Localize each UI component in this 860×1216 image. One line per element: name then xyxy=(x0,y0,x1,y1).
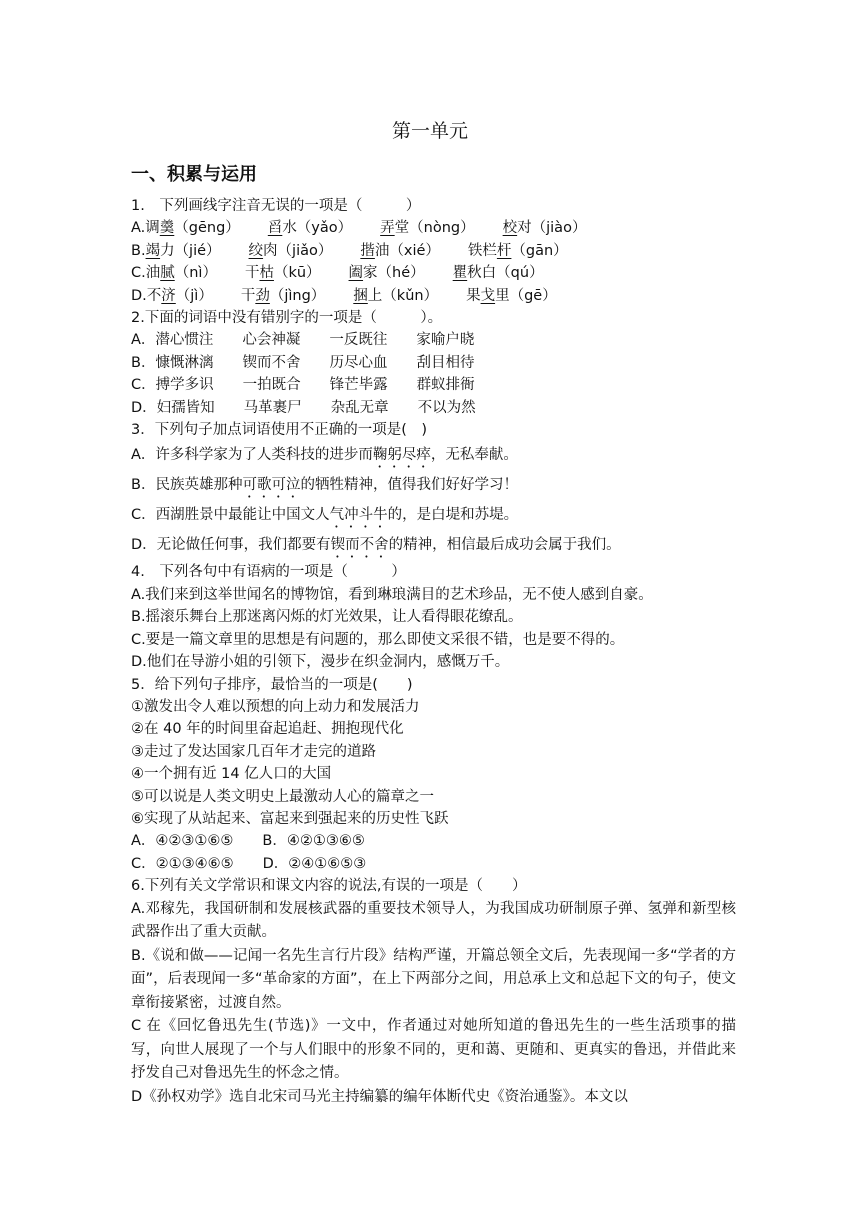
sentence-item: ①激发出令人难以预想的向上动力和发展活力 xyxy=(131,698,420,715)
option-b: B.摇滚乐舞台上那迷离闪烁的灯光效果，让人看得眼花缭乱。 xyxy=(131,609,523,626)
option-b: B．慷慨淋漓 锲而不舍 历尽心血 刮目相待 xyxy=(131,354,475,371)
question-stem: 4. 下列各句中有语病的一项是（ ） xyxy=(131,564,406,581)
option-d: D.不济（jì） 干劲（jìng） 捆上（kǔn） 果戈里（gē） xyxy=(131,287,557,304)
option-c: C 在《回忆鲁迅先生(节选)》一文中，作者通过对她所知道的鲁迅先生的一些生活琐事的描写，向世人展现了一个与人们眼中的形象不同的，更和蔼、更随和、更真实的鲁迅，并借此来抒发自己对鲁迅先生的怀念之情。 xyxy=(131,1018,736,1082)
section-heading: 一、积累与运用 xyxy=(131,164,257,185)
option-c: C.要是一篇文章里的思想是有问题的，那么即使文采很不错，也是要不得的。 xyxy=(131,631,625,648)
page-title: 第一单元 xyxy=(391,120,468,142)
question-1 xyxy=(131,195,736,307)
question-stem: 6.下列有关文学常识和课文内容的说法,有误的一项是（ ） xyxy=(131,878,527,895)
question-3 xyxy=(131,419,736,561)
options-row-2: C．②①③④⑥⑤ D．②④①⑥⑤③ xyxy=(131,855,367,872)
option-a: A.调羹（gēng） 舀水（yǎo） 弄堂（nòng） 校对（jiào） xyxy=(131,220,587,237)
option-b: B.《说和做——记闻一名先生言行片段》结构严谨，开篇总领全文后，先表现闻一多“学者的方面”，后表现闻一多“革命家的方面”，在上下两部分之间，用总承上文和总起下文的句子，使文章衔接紧密，过渡自然。 xyxy=(131,947,736,1011)
sentence-item: ⑥实现了从站起来、富起来到强起来的历史性飞跃 xyxy=(131,810,449,827)
option-c: C．西湖胜景中最能让中国文人气冲斗牛的，是白堤和苏堤。 xyxy=(131,507,519,524)
question-list xyxy=(131,195,736,1109)
option-c: C.油腻（nì） 干枯（kū） 阖家（hé） 瞿秋白（qú） xyxy=(131,265,544,282)
option-b: B.竭力（jié） 绞肉（jiǎo） 揩油（xié） 铁栏杆（gān） xyxy=(131,242,568,259)
option-a: A．许多科学家为了人类科技的进步而鞠躬尽瘁，无私奉献。 xyxy=(131,447,518,464)
question-2 xyxy=(131,307,736,419)
question-stem: 5．给下列句子排序，最恰当的一项是( ) xyxy=(131,676,413,693)
option-d: D.他们在导游小姐的引领下，漫步在织金洞内，感慨万千。 xyxy=(131,654,510,671)
option-d: D《孙权劝学》选自北宋司马光主持编纂的编年体断代史《资治通鉴》。本文以 xyxy=(131,1088,628,1105)
sentence-item: ②在 40 年的时间里奋起追赶、拥抱现代化 xyxy=(131,721,404,738)
option-c: C．搏学多识 一拍既合 锋芒毕露 群蚁排衙 xyxy=(131,377,475,394)
question-stem: 2.下面的词语中没有错别字的一项是（ ）。 xyxy=(131,310,443,327)
question-stem: 3．下列句子加点词语使用不正确的一项是( ) xyxy=(131,422,428,439)
options-row-1: A．④②③①⑥⑤ B．④②①③⑥⑤ xyxy=(131,833,365,850)
sentence-item: ③走过了发达国家几百年才走完的道路 xyxy=(131,743,376,760)
question-4 xyxy=(131,561,736,673)
option-d: D．无论做任何事，我们都要有锲而不舍的精神，相信最后成功会属于我们。 xyxy=(131,537,621,554)
option-b: B．民族英雄那种可歌可泣的牺牲精神，值得我们好好学习！ xyxy=(131,477,518,494)
option-d: D．妇孺皆知 马革裹尸 杂乱无章 不以为然 xyxy=(131,399,476,416)
question-stem: 1. 下列画线字注音无误的一项是（ ） xyxy=(131,198,421,214)
question-6 xyxy=(131,875,736,1109)
sentence-item: ⑤可以说是人类文明史上最激动人心的篇章之一 xyxy=(131,788,434,805)
option-a: A.我们来到这举世闻名的博物馆，看到琳琅满目的艺术珍品，无不使人感到自豪。 xyxy=(131,586,653,603)
sentence-item: ④一个拥有近 14 亿人口的大国 xyxy=(131,766,332,783)
question-5 xyxy=(131,674,736,876)
option-a: A．潜心惯注 心会神凝 一反既往 家喻户晓 xyxy=(131,332,475,349)
option-a: A.邓稼先，我国研制和发展核武器的重要技术领导人，为我国成功研制原子弹、氢弹和新型核武器作出了重大贡献。 xyxy=(131,900,736,941)
